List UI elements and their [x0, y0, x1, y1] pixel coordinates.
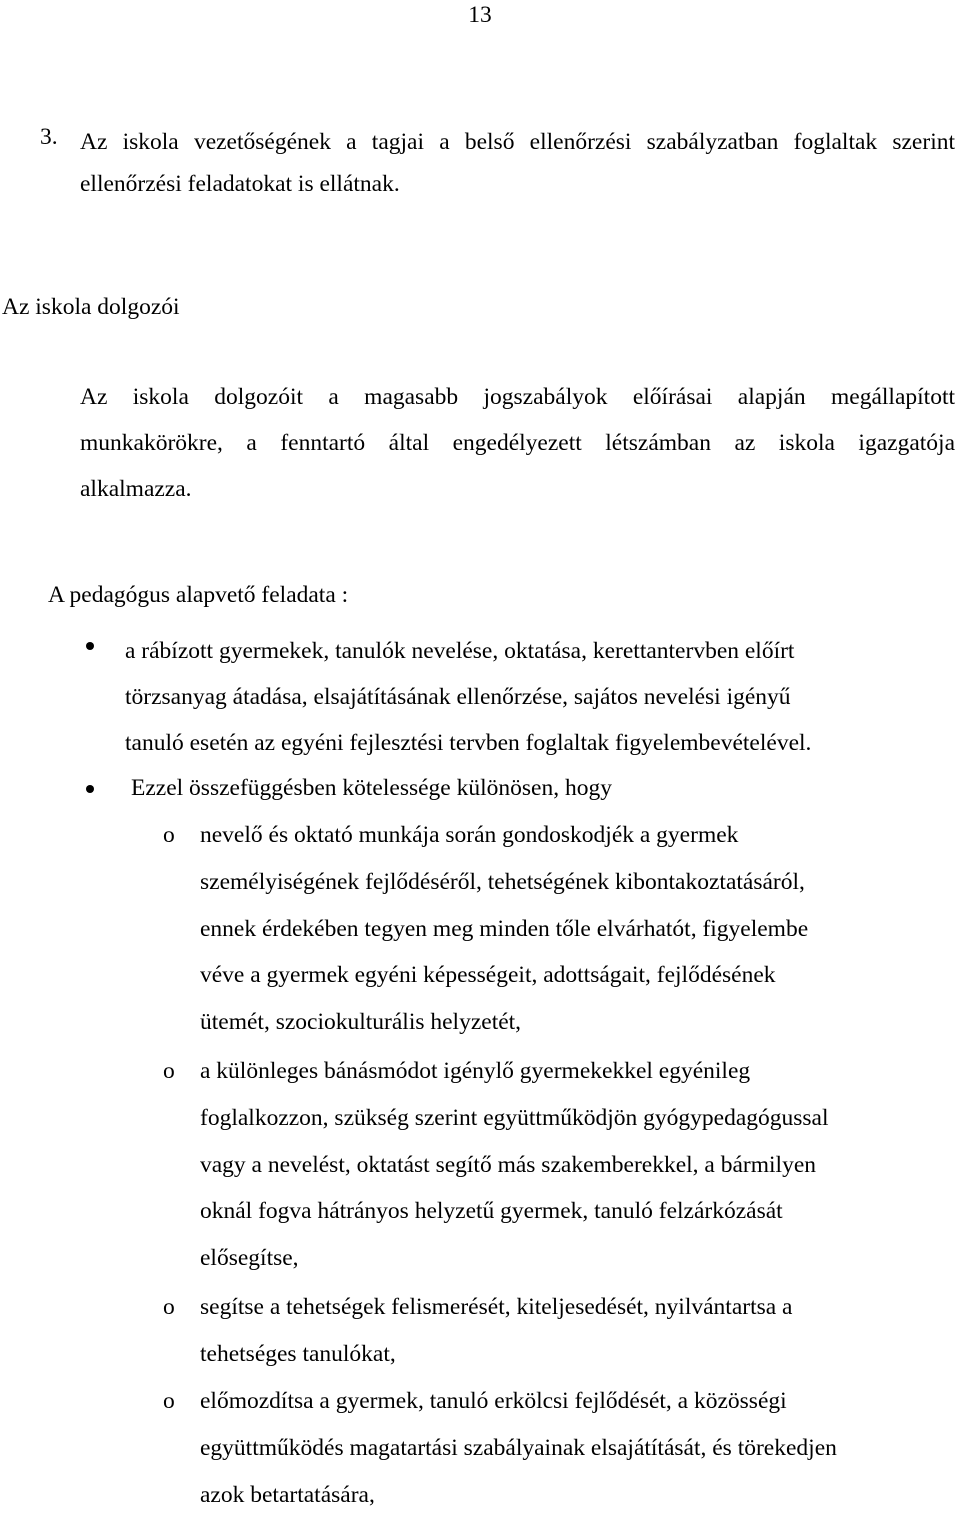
text-line: Az iskola dolgozóit a magasabb jogszabályok előírásai alapján megállapított [80, 384, 955, 410]
sub-bullet-marker: o [163, 1058, 175, 1084]
text-line: tehetséges tanulókat, [200, 1340, 396, 1367]
sub-bullet-marker: o [163, 822, 175, 848]
text-line: véve a gyermek egyéni képességeit, adottságait, fejlődésének [200, 962, 776, 989]
text-line: ennek érdekében tegyen meg minden tőle elvárhatót, figyelembe [200, 915, 809, 942]
text-line: a rábízott gyermekek, tanulók nevelése, oktatása, kerettantervben előírt [125, 638, 795, 664]
text-line: vagy a nevelést, oktatást segítő más szakemberekkel, a bármilyen [200, 1151, 817, 1178]
sub-list-item [200, 1378, 837, 1518]
text-line: foglalkozzon, szükség szerint együttműködjön gyógypedagógussal [200, 1104, 829, 1131]
text-line: nevelő és oktató munkája során gondoskodjék a gyermek [200, 822, 739, 848]
text-line: ellenőrzési feladatokat is ellátnak. [80, 171, 400, 197]
bullet-item: Ezzel összefüggésben kötelessége különösen, hogy [131, 775, 612, 801]
text-line: segítse a tehetségek felismerését, kiteljesedését, nyilvántartsa a [200, 1294, 793, 1320]
text-line: törzsanyag átadása, elsajátításának ellenőrzése, sajátos nevelési igényű [125, 684, 791, 710]
text-line: azok betartatására, [200, 1481, 375, 1508]
page-number: 13 [468, 2, 492, 28]
text-line: együttműködés magatartási szabályainak elsajátítását, és törekedjen [200, 1434, 837, 1461]
text-line: személyiségének fejlődéséről, tehetségének kibontakoztatásáról, [200, 868, 805, 895]
sub-bullet-marker: o [163, 1294, 175, 1320]
sub-list-item [200, 1048, 829, 1282]
text-line: tanuló esetén az egyéni fejlesztési tervben foglaltak figyelembevételével. [125, 730, 812, 756]
section-heading: Az iskola dolgozói [2, 294, 180, 320]
text-line: a különleges bánásmódot igénylő gyermekekkel egyénileg [200, 1058, 751, 1084]
text-line: alkalmazza. [80, 476, 192, 502]
text-line: Az iskola vezetőségének a tagjai a belső ellenőrzési szabályzatban foglaltak szerint [80, 129, 955, 155]
sub-list-item [200, 812, 808, 1046]
bullet-item [125, 628, 811, 766]
list-item-number: 3. [40, 124, 58, 150]
sub-bullet-marker: o [163, 1388, 175, 1414]
duties-heading: A pedagógus alapvető feladata : [48, 582, 349, 608]
section-paragraph [80, 374, 955, 512]
text-line: elősegítse, [200, 1245, 299, 1272]
sub-list-item [200, 1284, 793, 1378]
numbered-item-text [80, 121, 955, 205]
text-line: oknál fogva hátrányos helyzetű gyermek, tanuló felzárkózását [200, 1198, 783, 1225]
text-line: ütemét, szociokulturális helyzetét, [200, 1009, 522, 1036]
text-line: munkakörökre, a fenntartó által engedélyezett létszámban az iskola igazgatója [80, 430, 955, 456]
bullet-dot-icon [86, 785, 94, 793]
bullet-dot-icon [86, 642, 94, 650]
text-line: előmozdítsa a gyermek, tanuló erkölcsi fejlődését, a közösségi [200, 1388, 787, 1414]
